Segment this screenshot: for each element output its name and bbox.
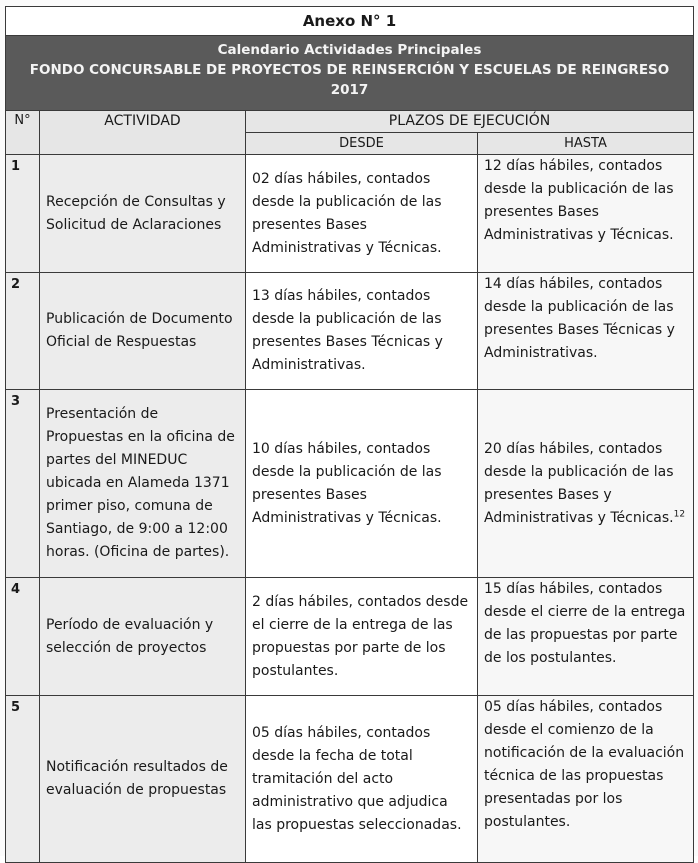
header-no: N°	[6, 111, 40, 155]
row-actividad: Período de evaluación y selección de proyectos	[40, 578, 246, 696]
row-actividad: Recepción de Consultas y Solicitud de Aclaraciones	[40, 155, 246, 273]
row-number: 5	[6, 696, 40, 863]
calendar-table	[5, 6, 694, 863]
row-hasta: 05 días hábiles, contados desde el comienzo de la notificación de la evaluación técnica de las propuestas presentadas por los postulantes.	[478, 696, 694, 863]
row-hasta: 15 días hábiles, contados desde el cierre de la entrega de las propuestas por parte de los postulantes.	[478, 578, 694, 696]
annex-title: Anexo N° 1	[6, 7, 694, 36]
table-row	[6, 273, 694, 390]
row-actividad: Notificación resultados de evaluación de propuestas	[40, 696, 246, 863]
table-row	[6, 390, 694, 578]
title-line-3: 2017	[330, 82, 369, 98]
table-row	[6, 155, 694, 273]
header-actividad: ACTIVIDAD	[40, 111, 246, 155]
title-line-1: Calendario Actividades Principales	[217, 42, 482, 58]
row-actividad: Publicación de Documento Oficial de Respuestas	[40, 273, 246, 390]
row-desde: 02 días hábiles, contados desde la publicación de las presentes Bases Administrativas y Técnicas.	[246, 155, 478, 273]
row-number: 1	[6, 155, 40, 273]
table-row	[6, 578, 694, 696]
row-hasta: 14 días hábiles, contados desde la publicación de las presentes Bases Técnicas y Administrativas.	[478, 273, 694, 390]
title-line-2: FONDO CONCURSABLE DE PROYECTOS DE REINSERCIÓN Y ESCUELAS DE REINGRESO	[29, 62, 670, 78]
header-hasta: HASTA	[478, 133, 694, 155]
row-number: 3	[6, 390, 40, 578]
header-plazos: PLAZOS DE EJECUCIÓN	[246, 111, 694, 133]
header-desde: DESDE	[246, 133, 478, 155]
table-row	[6, 696, 694, 863]
row-desde: 2 días hábiles, contados desde el cierre de la entrega de las propuestas por parte de los postulantes.	[246, 578, 478, 696]
row-hasta-text: 20 días hábiles, contados desde la publicación de las presentes Bases y Administrativas y Técnicas.	[484, 440, 674, 526]
row-hasta	[478, 390, 694, 578]
row-actividad: Presentación de Propuestas en la oficina de partes del MINEDUC ubicada en Alameda 1371 primer piso, comuna de Santiago, de 9:00 a 12:00 horas. (Oficina de partes).	[40, 390, 246, 578]
row-number: 4	[6, 578, 40, 696]
row-desde: 10 días hábiles, contados desde la publicación de las presentes Bases Administrativas y Técnicas.	[246, 390, 478, 578]
row-desde: 05 días hábiles, contados desde la fecha de total tramitación del acto administrativo que adjudica las propuestas seleccionadas.	[246, 696, 478, 863]
row-number: 2	[6, 273, 40, 390]
row-desde: 13 días hábiles, contados desde la publicación de las presentes Bases Técnicas y Administrativas.	[246, 273, 478, 390]
title-banner	[6, 36, 694, 111]
footnote-marker: 12	[673, 508, 686, 519]
row-hasta: 12 días hábiles, contados desde la publicación de las presentes Bases Administrativas y Técnicas.	[478, 155, 694, 273]
